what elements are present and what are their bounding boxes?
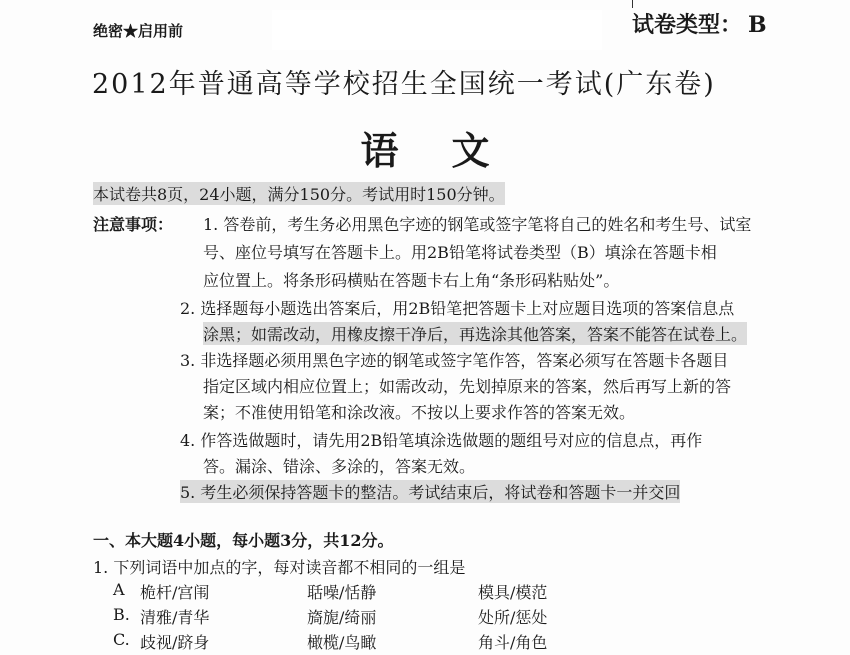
option-word: 橄榄/鸟瞰 bbox=[307, 633, 377, 652]
note-line: 应位置上。将条形码横贴在答题卡右上角“条形码粘贴处”。 bbox=[203, 271, 620, 290]
note-line: 5. 考生必须保持答题卡的整洁。考试结束后，将试卷和答题卡一并交回 bbox=[180, 480, 680, 503]
paper-type-label: 试卷类型： bbox=[632, 13, 743, 38]
note-line: 涂黑；如需改动，用橡皮擦干净后，再选涂其他答案，答案不能答在试卷上。 bbox=[203, 322, 747, 345]
note-line: 1. 答卷前，考生务必用黑色字迹的钢笔或签字笔将自己的姓名和考生号、试室 bbox=[203, 215, 752, 234]
note-line: 4. 作答选做题时，请先用2B铅笔填涂选做题的题组号对应的信息点，再作 bbox=[180, 431, 703, 450]
option-word: 聒噪/恬静 bbox=[307, 583, 377, 602]
note-line: 答。漏涂、错涂、多涂的，答案无效。 bbox=[203, 457, 476, 476]
option-letter: C. bbox=[113, 630, 130, 649]
option-letter: B. bbox=[113, 605, 130, 624]
note-line: 3. 非选择题必须用黑色字迹的钢笔或签字笔作答，答案必须写在答题卡各题目 bbox=[180, 351, 729, 370]
note-line: 号、座位号填写在答题卡上。用2B铅笔将试卷类型（B）填涂在答题卡相 bbox=[203, 243, 717, 262]
paper-type-value: B bbox=[748, 12, 767, 38]
paper-type bbox=[632, 8, 767, 39]
question-stem: 1. 下列词语中加点的字，每对读音都不相同的一组是 bbox=[93, 558, 466, 577]
subject-title: 语 文 bbox=[360, 128, 490, 173]
option-word: 旖旎/绮丽 bbox=[307, 608, 377, 627]
note-line: 案；不准使用铅笔和涂改液。不按以上要求作答的答案无效。 bbox=[203, 403, 636, 422]
section-heading: 一、本大题4小题，每小题3分，共12分。 bbox=[93, 531, 394, 550]
option-word: 角斗/角色 bbox=[478, 633, 548, 652]
redacted-area bbox=[272, 10, 602, 50]
option-word: 处所/惩处 bbox=[478, 608, 548, 627]
note-line: 指定区域内相应位置上；如需改动，先划掉原来的答案，然后再写上新的答 bbox=[203, 377, 732, 396]
option-word: 清雅/青华 bbox=[140, 608, 210, 627]
confidential-label: 绝密★启用前 bbox=[93, 22, 184, 40]
notes-label: 注意事项： bbox=[93, 215, 174, 234]
option-letter: A bbox=[113, 580, 125, 599]
option-word: 模具/模范 bbox=[478, 583, 548, 602]
intro-text: 本试卷共8页，24小题，满分150分。考试用时150分钟。 bbox=[93, 182, 505, 205]
exam-title: 2012年普通高等学校招生全国统一考试(广东卷) bbox=[92, 69, 716, 100]
note-line: 2. 选择题每小题选出答案后，用2B铅笔把答题卡上对应题目选项的答案信息点 bbox=[180, 299, 735, 318]
divider-line bbox=[632, 0, 633, 8]
option-word: 桅杆/宫闱 bbox=[140, 583, 210, 602]
option-word: 歧视/跻身 bbox=[140, 633, 210, 652]
